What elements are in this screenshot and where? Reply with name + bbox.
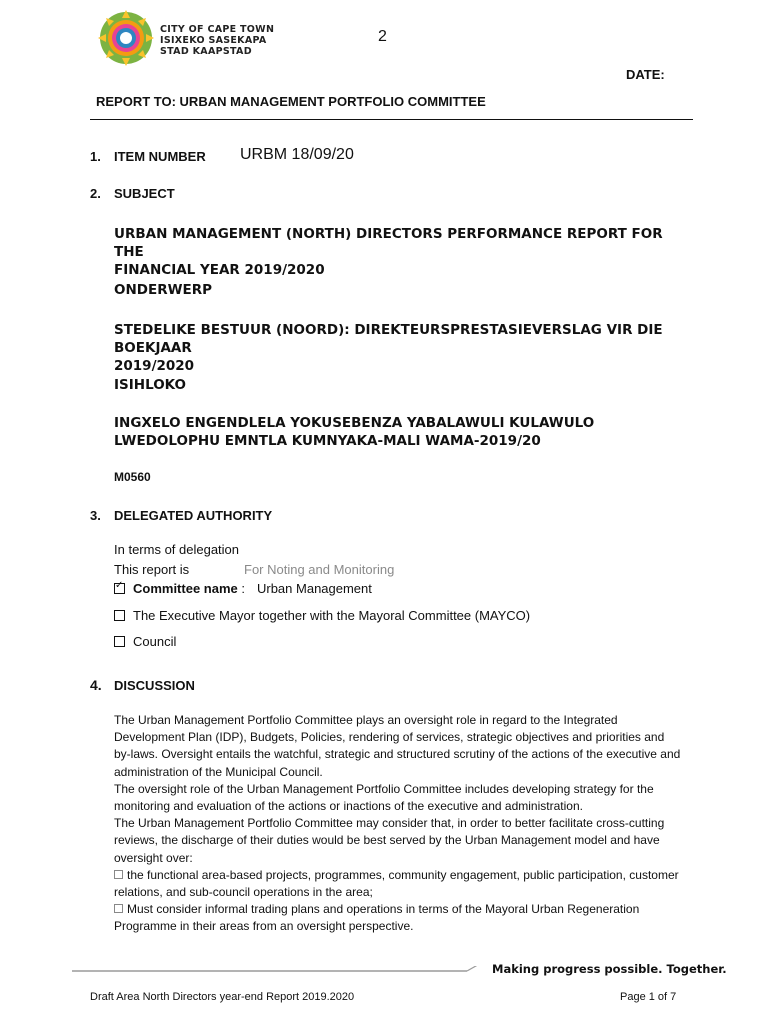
discussion-paragraph-2: The oversight role of the Urban Management Portfolio Committee includes developing strategy for the monitoring and evaluation of the actions or inactions of the executive and administration. [114, 781, 654, 814]
discussion-bullet-1-text: the functional area-based projects, programmes, community engagement, public participation, customer relations, and sub-council operations in the area; [114, 867, 679, 900]
mayco-checkbox[interactable] [114, 610, 125, 621]
org-line-1: CITY OF CAPE TOWN [160, 24, 275, 35]
subject-afrikaans-line-1: STEDELIKE BESTUUR (NOORD): DIREKTEURSPRESTASIEVERSLAG VIR DIE BOEKJAAR [114, 322, 663, 356]
footer-page-count: Page 1 of 7 [620, 991, 677, 1003]
authority-index: 3. [90, 508, 101, 523]
item-number-index: 1. [90, 149, 101, 164]
committee-option[interactable] [114, 581, 372, 596]
committee-checkbox[interactable] [114, 583, 125, 594]
council-label: Council [133, 634, 177, 649]
discussion-bullet-2-text: Must consider informal trading plans and operations in terms of the Mayoral Urban Regeneration Programme in their areas from an oversight perspective. [114, 902, 640, 934]
item-number-label: ITEM NUMBER [114, 149, 206, 164]
mayco-label: The Executive Mayor together with the Mayoral Committee (MAYCO) [133, 608, 531, 623]
subject-xhosa [114, 414, 694, 450]
subject-label: SUBJECT [114, 186, 175, 201]
bullet-box-icon [114, 870, 123, 879]
mayco-option[interactable] [114, 608, 530, 623]
org-line-2: ISIXEKO SASEKAPA [160, 35, 267, 46]
subject-xhosa-line-1: INGXELO ENGENDLELA YOKUSEBENZA YABALAWULI KULAWULO [114, 415, 595, 431]
org-name [160, 24, 274, 57]
committee-value: Urban Management [256, 581, 372, 596]
subject-xhosa-line-2: LWEDOLOPHU EMNTLA KUMNYAKA-MALI WAMA-2019/20 [114, 433, 541, 449]
header-divider [90, 119, 693, 120]
report-to: REPORT TO: URBAN MANAGEMENT PORTFOLIO COMMITTEE [96, 94, 486, 109]
bullet-box-icon [114, 904, 123, 913]
subject-english-line-1: URBAN MANAGEMENT (NORTH) DIRECTORS PERFORMANCE REPORT FOR THE [114, 226, 663, 260]
city-logo [98, 10, 154, 66]
xhosa-heading: ISIHLOKO [114, 377, 186, 393]
afrikaans-heading: ONDERWERP [114, 282, 213, 298]
item-number-value: URBM 18/09/20 [240, 146, 354, 163]
discussion-bullet-1 [114, 867, 684, 901]
discussion-paragraph-1: The Urban Management Portfolio Committee plays an oversight role in regard to the Integrated Development Plan (IDP), Budgets, Policies, rendering of services, strategic objectives and priorities and by-laws. Oversight entails the watchful, strategic and structured scrutiny of the actions of the executive and administration of the Municipal Council. [114, 713, 681, 779]
subject-english-line-2: FINANCIAL YEAR 2019/2020 [114, 262, 325, 278]
committee-label: Committee name [133, 581, 238, 596]
committee-separator: : [237, 581, 245, 596]
discussion-body [114, 712, 684, 936]
report-purpose: For Noting and Monitoring [244, 562, 395, 577]
council-option[interactable] [114, 634, 176, 649]
discussion-paragraph-3: The Urban Management Portfolio Committee may consider that, in order to better facilitate cross-cutting reviews, the discharge of their duties would be best served by the Urban Management model and have oversight over: [114, 816, 665, 865]
discussion-index: 4. [90, 677, 102, 693]
date-label: DATE: [626, 67, 665, 82]
tagline: Making progress possible. Together. [492, 962, 727, 976]
authority-label: DELEGATED AUTHORITY [114, 508, 273, 523]
discussion-label: DISCUSSION [114, 678, 195, 693]
delegation-text: In terms of delegation [114, 542, 240, 557]
org-line-3: STAD KAAPSTAD [160, 46, 252, 57]
subject-index: 2. [90, 186, 101, 201]
subject-code: M0560 [114, 470, 151, 484]
page-number: 2 [378, 28, 387, 45]
subject-english [114, 225, 694, 279]
this-report-is: This report is [114, 562, 190, 577]
subject-afrikaans-line-2: 2019/2020 [114, 358, 195, 374]
subject-afrikaans [114, 321, 694, 375]
council-checkbox[interactable] [114, 636, 125, 647]
footer-document-name: Draft Area North Directors year-end Report 2019.2020 [90, 991, 355, 1003]
discussion-bullet-2 [114, 901, 684, 935]
